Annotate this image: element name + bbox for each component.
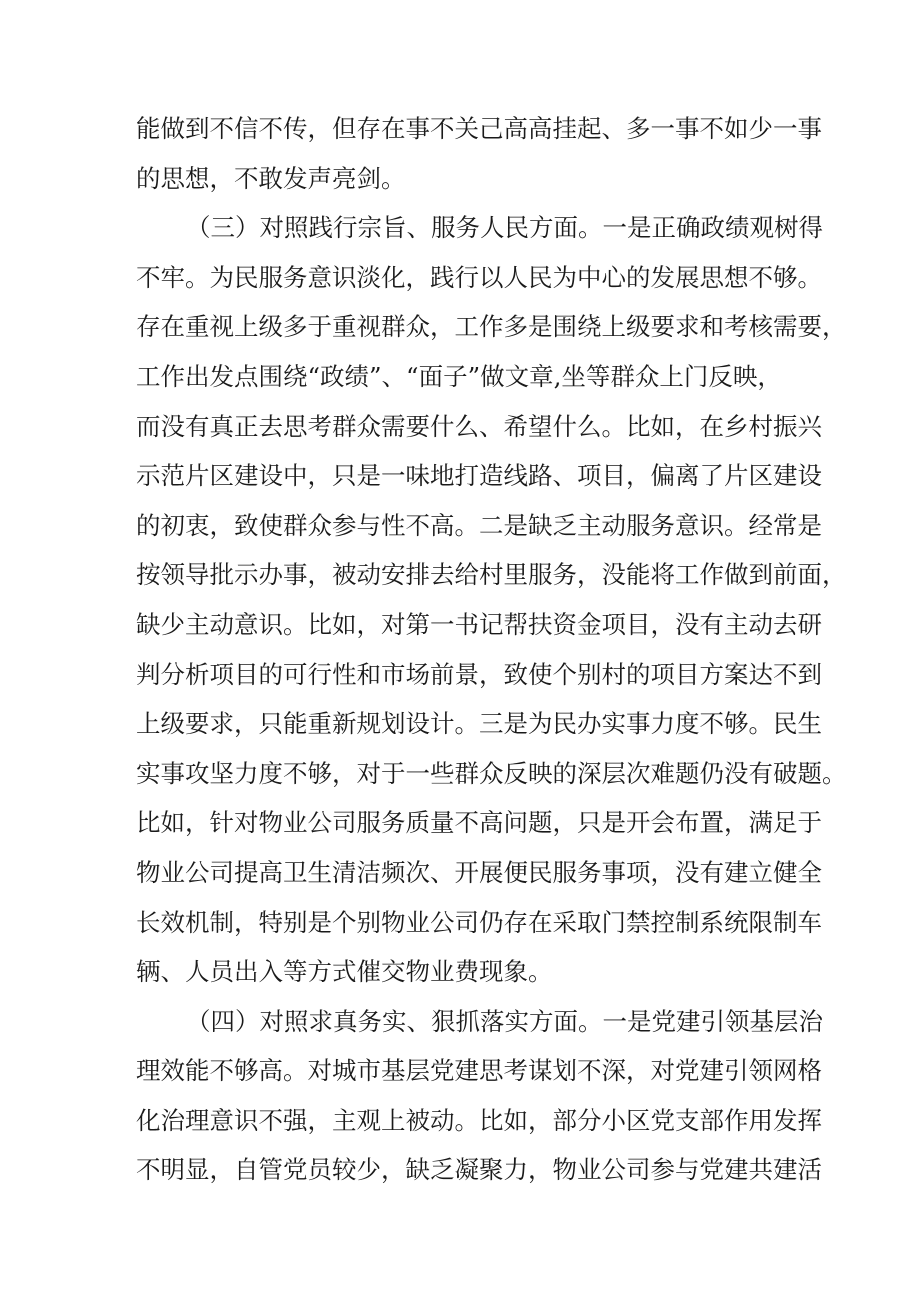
text-line: 的思想，不敢发声亮剑。: [136, 163, 406, 193]
text-line: 判分析项目的可行性和市场前景，致使个别村的项目方案达不到: [136, 659, 822, 689]
text-line: 示范片区建设中，只是一味地打造线路、项目，偏离了片区建设: [136, 461, 822, 491]
text-line: 而没有真正去思考群众需要什么、希望什么。比如，在乡村振兴: [136, 411, 822, 441]
text-line: 物业公司提高卫生清洁频次、开展便民服务事项，没有建立健全: [136, 857, 822, 887]
document-body: [136, 104, 847, 1195]
section-heading-line: （三）对照践行宗旨、服务人民方面。一是正确政绩观树得: [186, 213, 823, 243]
text-line: 不明显，自管党员较少，缺乏凝聚力，物业公司参与党建共建活: [136, 1155, 822, 1185]
text-line: 不牢。为民服务意识淡化，践行以人民为中心的发展思想不够。: [136, 262, 822, 292]
text-line: 按领导批示办事，被动安排去给村里服务，没能将工作做到前面，: [136, 560, 847, 590]
text-line: 能做到不信不传，但存在事不关己高高挂起、多一事不如少一事: [136, 114, 822, 143]
text-line: 化治理意识不强，主观上被动。比如，部分小区党支部作用发挥: [136, 1105, 822, 1135]
text-line: 工作出发点围绕“政绩”、“面子”做文章,坐等群众上门反映，: [136, 361, 782, 391]
text-line: 长效机制，特别是个别物业公司仍存在采取门禁控制系统限制车: [136, 907, 822, 937]
text-line: 理效能不够高。对城市基层党建思考谋划不深，对党建引领网格: [136, 1056, 822, 1086]
text-line: 实事攻坚力度不够，对于一些群众反映的深层次难题仍没有破题。: [136, 758, 847, 788]
text-line: 比如，针对物业公司服务质量不高问题，只是开会布置，满足于: [136, 808, 822, 838]
text-line: 上级要求，只能重新规划设计。三是为民办实事力度不够。民生: [136, 709, 822, 739]
text-line: 辆、人员出入等方式催交物业费现象。: [136, 957, 553, 987]
text-line: 的初衷，致使群众参与性不高。二是缺乏主动服务意识。经常是: [136, 510, 822, 540]
section-heading-line: （四）对照求真务实、狠抓落实方面。一是党建引领基层治: [186, 1006, 823, 1036]
text-line: 缺少主动意识。比如，对第一书记帮扶资金项目，没有主动去研: [136, 609, 822, 639]
text-line: 存在重视上级多于重视群众，工作多是围绕上级要求和考核需要，: [136, 312, 847, 342]
